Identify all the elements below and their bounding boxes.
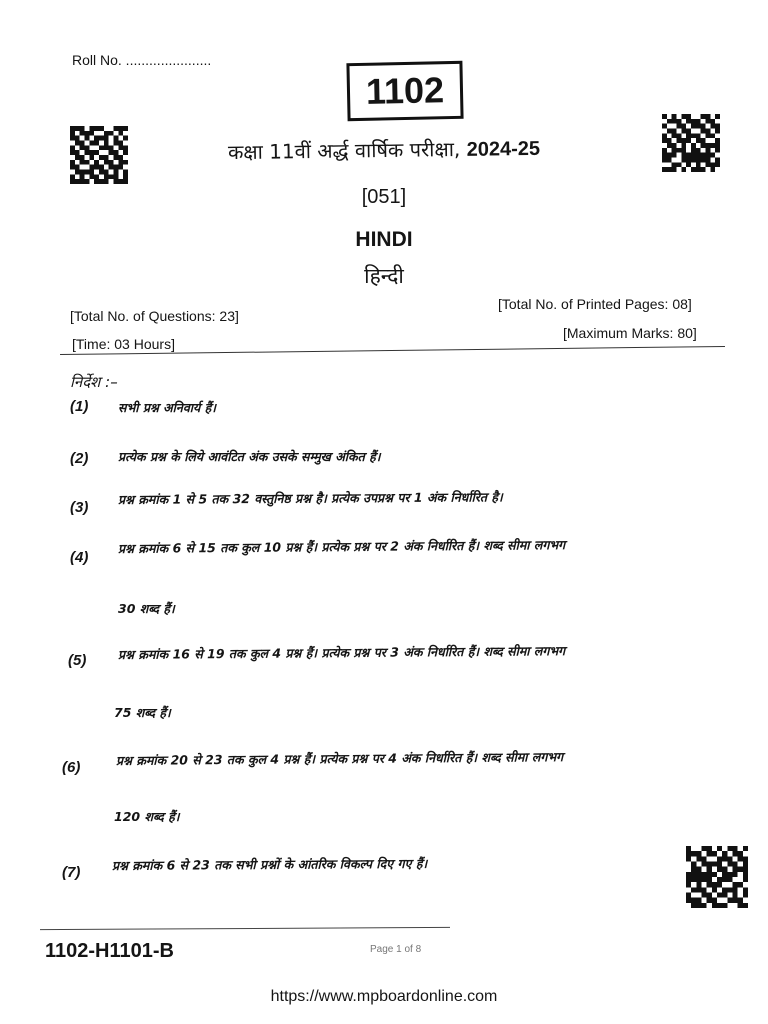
instruction-text: प्रत्येक प्रश्न के लिये आवंटित अंक उसके सम्मुख अंकित हैं। xyxy=(118,449,381,464)
instruction-number: (6) xyxy=(62,759,81,776)
exam-year: 2024-25 xyxy=(466,137,541,161)
instruction-text: प्रश्न क्रमांक 6 से 15 तक कुल 10 प्रश्न हैं। प्रत्येक प्रश्न पर 2 अंक निर्धारित हैं। शब्द सीमा लगभग xyxy=(117,537,566,556)
footer-divider xyxy=(40,927,450,930)
instruction-number: (1) xyxy=(70,398,89,415)
instruction-number: (3) xyxy=(70,499,89,516)
instruction-number: (4) xyxy=(70,549,89,566)
total-questions: [Total No. of Questions: 23] xyxy=(70,308,239,324)
qr-code-icon xyxy=(686,846,748,908)
footer-paper-code: 1102-H1101-B xyxy=(45,940,174,962)
total-pages: [Total No. of Printed Pages: 08] xyxy=(498,296,692,312)
website-url[interactable]: https://www.mpboardonline.com xyxy=(270,988,498,1005)
time-allowed: [Time: 03 Hours] xyxy=(72,336,175,352)
instruction-text: प्रश्न क्रमांक 20 से 23 तक कुल 4 प्रश्न हैं। प्रत्येक प्रश्न पर 4 अंक निर्धारित हैं। शब्द सीमा लगभग xyxy=(115,749,564,768)
subject-name-hindi: हिन्दी xyxy=(364,264,404,288)
paper-code: 1102 xyxy=(365,69,445,112)
instruction-text: प्रश्न क्रमांक 6 से 23 तक सभी प्रश्नों के आंतरिक विकल्प दिए गए हैं। xyxy=(111,855,428,873)
instruction-text: 75 शब्द हैं। xyxy=(114,705,171,720)
subject-name-english: HINDI xyxy=(355,228,413,251)
subject-code: [051] xyxy=(361,186,407,208)
instruction-number: (7) xyxy=(62,864,81,881)
instruction-text: सभी प्रश्न अनिवार्य हैं। xyxy=(118,400,217,415)
paper-code-box xyxy=(346,61,463,121)
page-indicator: Page 1 of 8 xyxy=(370,944,422,955)
instructions-heading: निर्देश :– xyxy=(70,373,118,391)
instruction-text: प्रश्न क्रमांक 16 से 19 तक कुल 4 प्रश्न हैं। प्रत्येक प्रश्न पर 3 अंक निर्धारित हैं। शब्द सीमा लगभग xyxy=(117,643,566,662)
instruction-number: (2) xyxy=(70,450,89,467)
instruction-text: 120 शब्द हैं। xyxy=(114,809,180,824)
roll-number-field: Roll No. ...................... xyxy=(72,52,212,68)
instruction-number: (5) xyxy=(68,652,87,669)
instruction-text: 30 शब्द हैं। xyxy=(118,601,175,616)
maximum-marks: [Maximum Marks: 80] xyxy=(563,325,697,341)
instruction-text: प्रश्न क्रमांक 1 से 5 तक 32 वस्तुनिष्ठ प्रश्न है। प्रत्येक उपप्रश्न पर 1 अंक निर्धारित है। xyxy=(117,489,503,507)
exam-title-hindi: कक्षा 11वीं अर्द्ध वार्षिक परीक्षा, xyxy=(227,136,461,165)
